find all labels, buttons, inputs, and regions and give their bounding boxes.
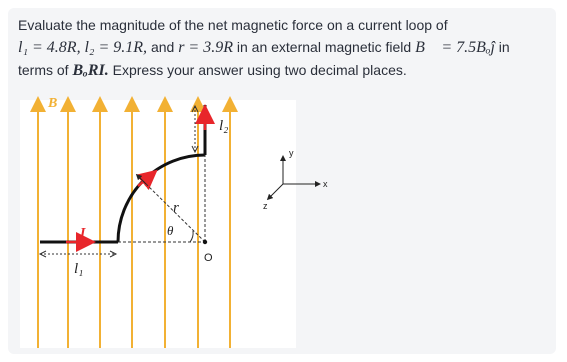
z-axis-label: z: [263, 201, 268, 211]
field-phrase: in an external magnetic field: [236, 39, 412, 55]
l2-equation: l₂ = 9.1R,: [84, 39, 148, 56]
b-equation: B⃗ = 7.5Bₒĵ: [415, 39, 495, 56]
instruction-text: Express your answer using two decimal places.: [112, 62, 407, 78]
x-axis-label: x: [323, 179, 328, 189]
radius-label: r: [173, 200, 179, 216]
terms-text: terms of: [18, 62, 69, 78]
field-label: B: [48, 96, 58, 111]
l2-label: l₂: [219, 118, 229, 134]
r-equation: r = 3.9R: [178, 39, 233, 56]
in-text: in: [498, 39, 510, 55]
figure-panel: [20, 100, 296, 348]
origin-label: O: [204, 252, 213, 264]
units-expression: BₒRI.: [72, 62, 109, 79]
l1-label: l₁: [74, 261, 84, 277]
y-axis-label: y: [289, 148, 294, 158]
angle-label: θ: [167, 223, 174, 238]
question-line-1: Evaluate the magnitude of the net magnetic force on a current loop of: [18, 17, 448, 33]
current-label: I: [80, 226, 86, 241]
origin-point: [203, 240, 207, 244]
l1-equation: l₁ = 4.8R,: [18, 39, 81, 56]
and-text: and: [150, 39, 175, 55]
